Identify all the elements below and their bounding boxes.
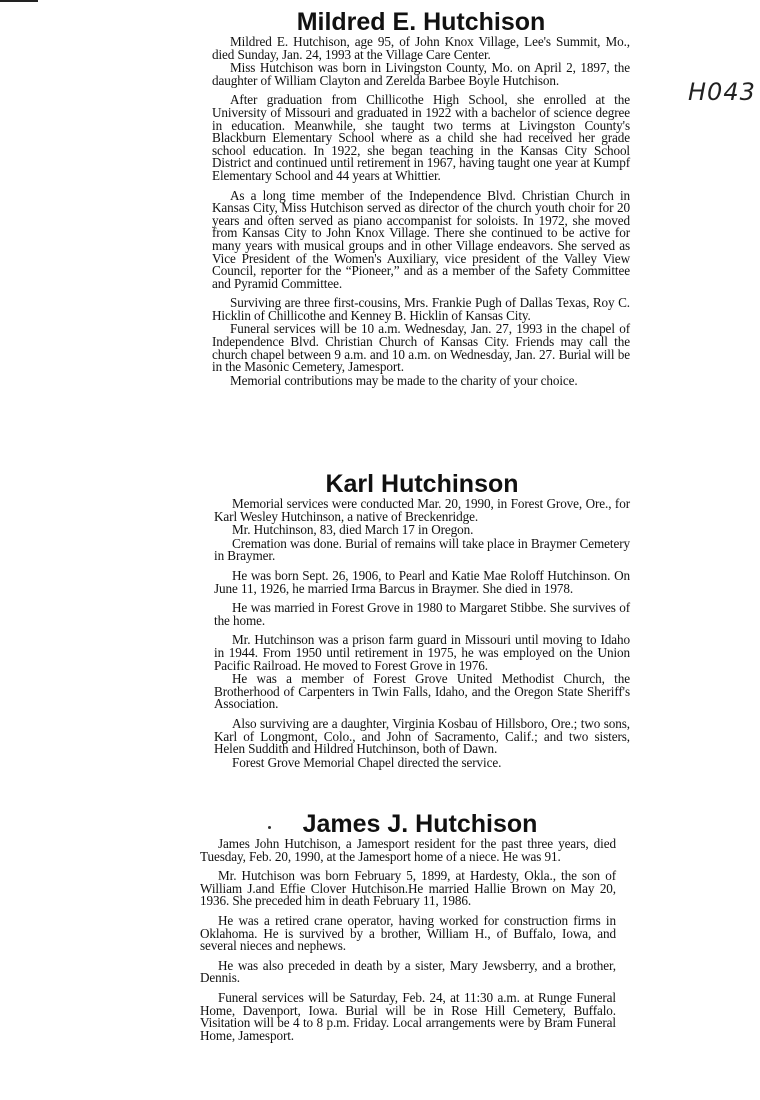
obituary-paragraph: He was married in Forest Grove in 1980 to Margaret Stibbe. She survives of the home. xyxy=(214,600,630,628)
obituary-mildred-hutchison xyxy=(212,8,630,387)
obituary-paragraph: Memorial contributions may be made to the charity of your choice. xyxy=(230,372,578,388)
obituary-paragraph: Funeral services will be Saturday, Feb. 24, at 11:30 a.m. at Runge Funeral Home, Davenport, Iowa. Burial will be in Rose Hill Cemetery, Buffalo. Visitation will be 4 to 8 p.m. Friday. Local arrangements were by Bram Funeral Home, Jamesport. xyxy=(200,989,616,1043)
obituary-paragraph: Mr. Hutchinson was a prison farm guard in Missouri until moving to Idaho in 1944. From 1950 until retirement in 1975, he was employed on the Union Pacific Railroad. He moved to Forest Grove in 1976. xyxy=(214,632,630,673)
obituary-james-hutchison xyxy=(200,810,616,1042)
obituary-paragraph: Cremation was done. Burial of remains will take place in Braymer Cemetery in Braymer. xyxy=(214,535,630,564)
handwritten-margin-note: H043 xyxy=(688,78,756,106)
obituary-paragraph: He was also preceded in death by a sister, Mary Jewsberry, and a brother, Dennis. xyxy=(200,957,616,986)
obituary-paragraph: As a long time member of the Independence Blvd. Christian Church in Kansas City, Miss Hutchison served as director of the church youth choir for 20 years and often served as piano accompanist for soloists. In 1972, she moved from Kansas City to John Knox Village. There she continued to be active for many years with musical groups and in other Village endeavors. She served as Vice President of the Women's Auxiliary, vice president of the Valley View Council, reporter for the “Pioneer,” and as a member of the Safety Committee and Pyramid Committee. xyxy=(212,187,630,291)
obituary-paragraph: He was a member of Forest Grove United Methodist Church, the Brotherhood of Carpenters in Twin Falls, Idaho, and the Oregon State Sheriff's Association. xyxy=(214,671,630,712)
obituary-paragraph: He was born Sept. 26, 1906, to Pearl and Katie Mae Roloff Hutchinson. On June 11, 1926, he married Irma Barcus in Braymer. She died in 1978. xyxy=(214,567,630,596)
obituary-paragraph: He was a retired crane operator, having worked for construction firms in Oklahoma. He is survived by a brother, William H., of Buffalo, Iowa, and several nieces and nephews. xyxy=(200,912,616,954)
obituary-title: Karl Hutchinson xyxy=(325,470,519,498)
obituary-paragraph: Forest Grove Memorial Chapel directed the service. xyxy=(232,754,502,770)
obituary-paragraph: Memorial services were conducted Mar. 20, 1990, in Forest Grove, Ore., for Karl Wesley Hutchinson, a native of Breckenridge. xyxy=(214,496,630,524)
top-edge-rule xyxy=(0,0,38,2)
obituary-paragraph: Mr. Hutchinson, 83, died March 17 in Oregon. xyxy=(232,522,474,538)
obituary-paragraph: Surviving are three first-cousins, Mrs. Frankie Pugh of Dallas Texas, Roy C. Hicklin of Chillicothe and Kenney B. Hicklin of Kansas City. xyxy=(212,295,630,323)
obituary-paragraph: Miss Hutchison was born in Livingston County, Mo. on April 2, 1897, the daughter of William Clayton and Zerelda Barbee Boyle Hutchison. xyxy=(212,60,630,88)
obituary-title: Mildred E. Hutchison xyxy=(296,8,546,36)
obituary-paragraph: After graduation from Chillicothe High School, she enrolled at the University of Missouri and graduated in 1922 with a bachelor of science degree in education. Meanwhile, she taught two terms at Livingston County's Blackburn Elementary School where as a child she had received her grade school education. In 1922, she began teaching in the Kansas City School District and continued until retirement in 1967, having taught one year at Kumpf Elementary School and 44 years at Whittier. xyxy=(212,92,630,183)
obituary-paragraph: Mildred E. Hutchison, age 95, of John Knox Village, Lee's Summit, Mo., died Sunday, Jan. 24, 1993 at the Village Care Center. xyxy=(212,34,630,62)
obituary-paragraph: Also surviving are a daughter, Virginia Kosbau of Hillsboro, Ore.; two sons, Karl of Longmont, Colo., and John of Sacramento, Calif.; and two sisters, Helen Suddith and Hildred Hutchinson, both of Dawn. xyxy=(214,715,630,757)
obituary-paragraph: Funeral services will be 10 a.m. Wednesday, Jan. 27, 1993 in the chapel of Independence Blvd. Christian Church of Kansas City. Friends may call the church chapel between 9 a.m. and 10 a.m. on Wednesday, Jan. 27. Burial will be in the Masonic Cemetery, Jamesport. xyxy=(212,321,630,375)
obituary-paragraph: Mr. Hutchison was born February 5, 1899, at Hardesty, Okla., the son of William J.and Effie Clover Hutchison.He married Hallie Brown on May 20, 1936. She preceded him in death February 11, 1986. xyxy=(200,868,616,909)
obituary-title: James J. Hutchison xyxy=(302,810,538,838)
obituary-paragraph: James John Hutchison, a Jamesport resident for the past three years, died Tuesday, Feb. 20, 1990, at the Jamesport home of a niece. He was 91. xyxy=(200,836,616,864)
obituary-karl-hutchinson xyxy=(214,470,630,769)
